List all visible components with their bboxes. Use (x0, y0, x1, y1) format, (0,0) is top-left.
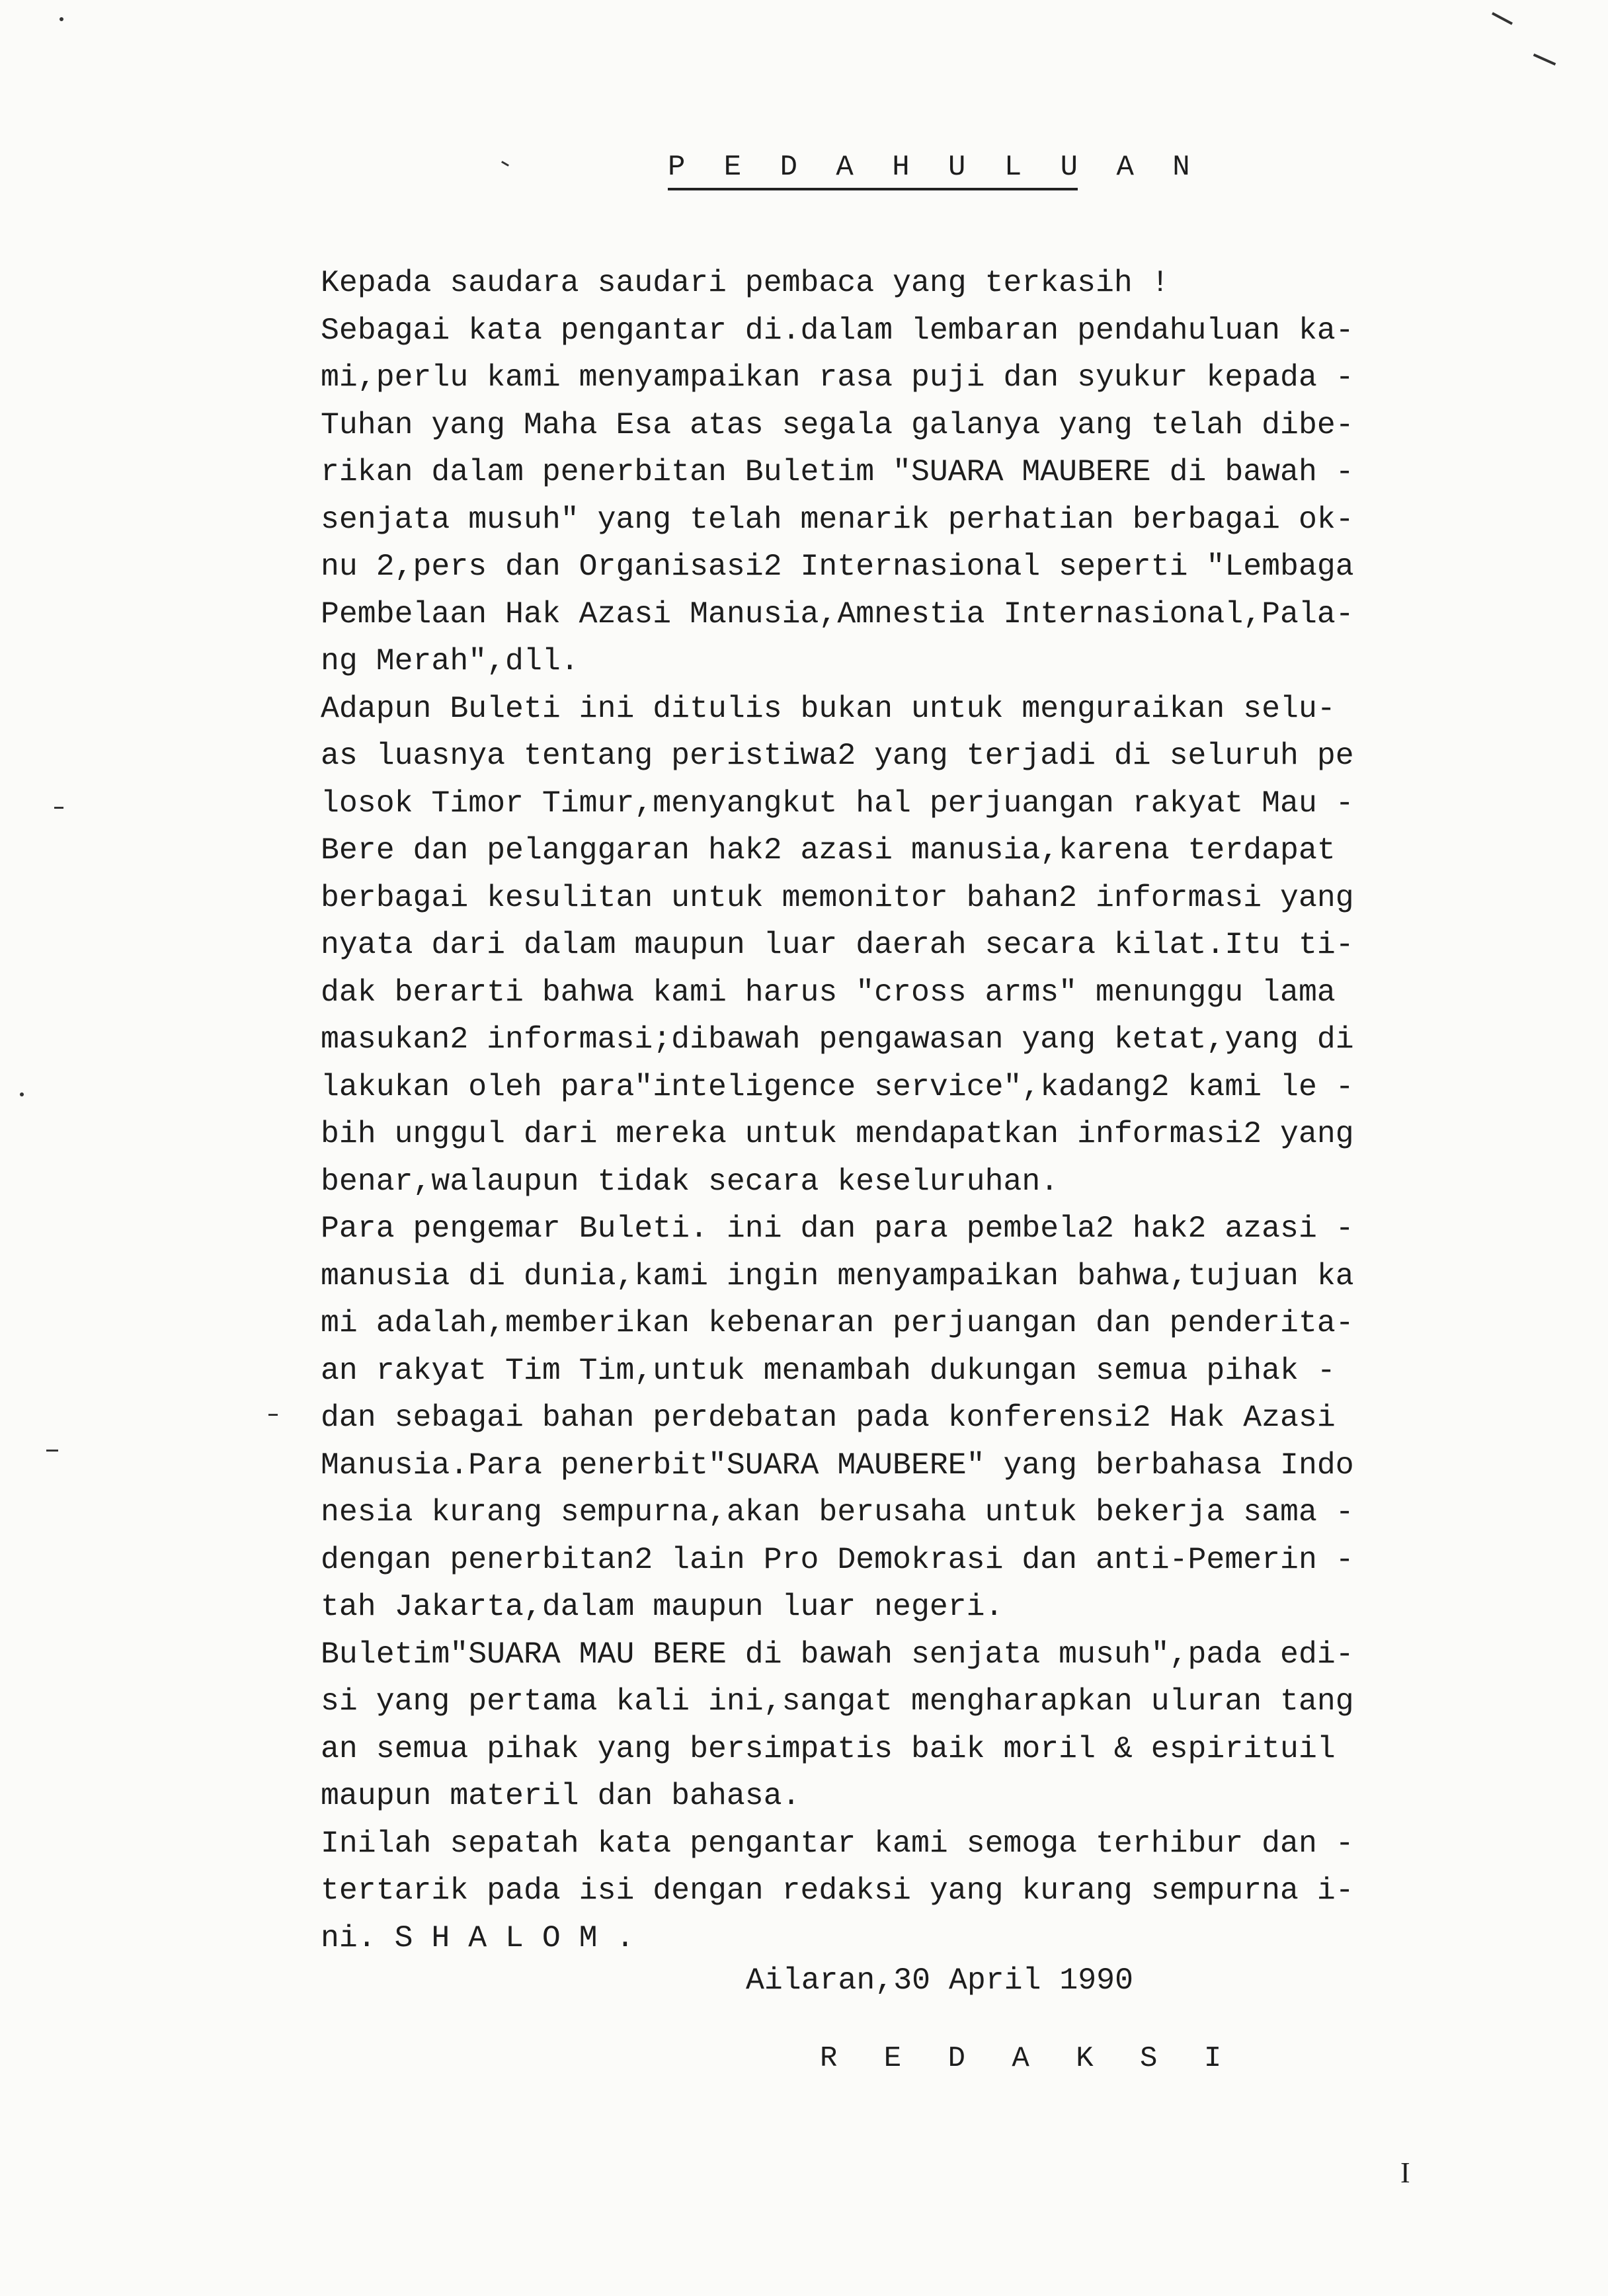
body-line: berbagai kesulitan untuk memonitor bahan2 informasi yang (321, 880, 1354, 915)
scan-speck (54, 807, 63, 809)
body-line: bih unggul dari mereka untuk mendapatkan informasi2 yang (321, 1116, 1354, 1151)
body-line: an semua pihak yang bersimpatis baik moril & espirituil (321, 1731, 1336, 1766)
body-line: tertarik pada isi dengan redaksi yang kurang sempurna i- (321, 1873, 1354, 1908)
body-line: senjata musuh" yang telah menarik perhatian berbagai ok- (321, 501, 1354, 537)
signature: R E D A K S I (820, 2042, 1236, 2075)
body-line: Pembelaan Hak Azasi Manusia,Amnestia Internasional,Pala- (321, 596, 1354, 632)
page-number: I (1400, 2156, 1410, 2189)
body-line: nesia kurang sempurna,akan berusaha untuk bekerja sama - (321, 1495, 1354, 1530)
body-line: nyata dari dalam maupun luar daerah secara kilat.Itu ti- (321, 927, 1354, 962)
body-line: lakukan oleh para"inteligence service",kadang2 kami le - (321, 1069, 1354, 1104)
body-line: rikan dalam penerbitan Buletim "SUARA MAUBERE di bawah - (321, 454, 1354, 489)
body-line: losok Timor Timur,menyangkut hal perjuangan rakyat Mau - (321, 785, 1354, 821)
document-title: P E D A H U L U A N (668, 151, 1078, 190)
body-line: manusia di dunia,kami ingin menyampaikan bahwa,tujuan ka (321, 1258, 1354, 1293)
body-line: tah Jakarta,dalam maupun luar negeri. (321, 1589, 1004, 1624)
body-line: Manusia.Para penerbit"SUARA MAUBERE" yang berbahasa Indo (321, 1447, 1354, 1483)
body-line: Adapun Buleti ini ditulis bukan untuk menguraikan selu- (321, 690, 1336, 726)
body-line: dan sebagai bahan perdebatan pada konferensi2 Hak Azasi (321, 1400, 1336, 1435)
body-line: Para pengemar Buleti. ini dan para pembela2 hak2 azasi - (321, 1211, 1354, 1246)
scan-speck (268, 1414, 278, 1416)
body-line: an rakyat Tim Tim,untuk menambah dukungan semua pihak - (321, 1352, 1336, 1388)
body-line: maupun materil dan bahasa. (321, 1778, 801, 1813)
body-line: si yang pertama kali ini,sangat mengharapkan uluran tang (321, 1684, 1354, 1719)
body-line: ng Merah",dll. (321, 643, 579, 678)
body-line: Kepada saudara saudari pembaca yang terkasih ! (321, 265, 1170, 300)
body-line: as luasnya tentang peristiwa2 yang terjadi di seluruh pe (321, 738, 1354, 773)
body-line: dengan penerbitan2 lain Pro Demokrasi dan anti-Pemerin - (321, 1541, 1354, 1577)
scan-speck (501, 161, 509, 167)
scan-speck (60, 17, 63, 21)
body-line: mi,perlu kami menyampaikan rasa puji dan syukur kepada - (321, 360, 1354, 395)
document-body (321, 259, 1405, 1961)
body-line: masukan2 informasi;dibawah pengawasan yang ketat,yang di (321, 1022, 1354, 1057)
body-line: Bere dan pelanggaran hak2 azasi manusia,karena terdapat (321, 833, 1336, 868)
body-line: benar,walaupun tidak secara keseluruhan. (321, 1163, 1059, 1199)
body-line: Inilah sepatah kata pengantar kami semoga terhibur dan - (321, 1825, 1354, 1861)
scan-speck (46, 1450, 58, 1452)
body-line: dak berarti bahwa kami harus "cross arms" menunggu lama (321, 974, 1336, 1010)
body-line: nu 2,pers dan Organisasi2 Internasional seperti "Lembaga (321, 549, 1354, 584)
body-line: Buletim"SUARA MAU BERE di bawah senjata musuh",pada edi- (321, 1636, 1354, 1672)
body-line: mi adalah,memberikan kebenaran perjuangan dan penderita- (321, 1305, 1354, 1340)
document-date: Ailaran,30 April 1990 (746, 1963, 1133, 1998)
scan-speck (1492, 12, 1513, 24)
body-line: Sebagai kata pengantar di.dalam lembaran pendahuluan ka- (321, 312, 1354, 348)
scan-speck (1533, 54, 1556, 65)
body-line-closing: ni. S H A L O M . (321, 1920, 635, 1955)
scan-speck (20, 1092, 24, 1096)
body-line: Tuhan yang Maha Esa atas segala galanya yang telah dibe- (321, 407, 1354, 442)
